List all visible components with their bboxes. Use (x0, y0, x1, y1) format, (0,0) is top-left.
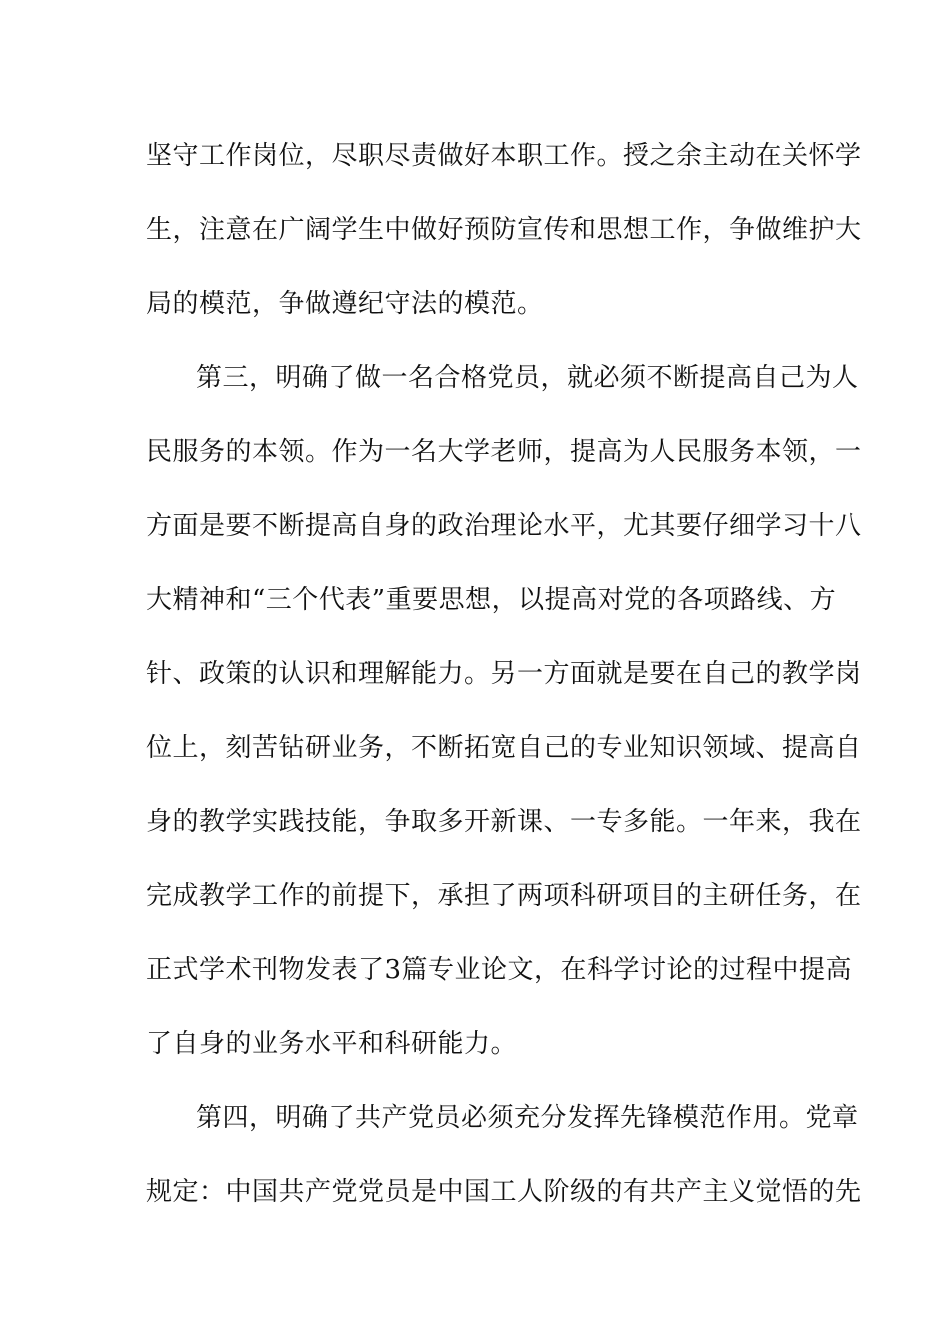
text-line: 正式学术刊物发表了3篇专业论文，在科学讨论的过程中提高 (146, 955, 853, 985)
text-line: 针、政策的认识和理解能力。另一方面就是要在自己的教学岗 (146, 659, 862, 689)
body-text (146, 128, 862, 1238)
text-line: 身的教学实践技能，争取多开新课、一专多能。一年来，我在 (146, 807, 862, 837)
text-line: 规定：中国共产党党员是中国工人阶级的有共产主义觉悟的先 (146, 1177, 862, 1207)
text-line: 完成教学工作的前提下，承担了两项科研项目的主研任务，在 (146, 881, 862, 911)
paragraph-start-line: 第四，明确了共产党员必须充分发挥先锋模范作用。党章 (196, 1103, 859, 1133)
paragraph-start-line: 第三，明确了做一名合格党员，就必须不断提高自己为人 (196, 363, 859, 393)
text-line: 位上，刻苦钻研业务，不断拓宽自己的专业知识领域、提高自 (146, 733, 862, 763)
text-line: 局的模范，争做遵纪守法的模范。 (146, 289, 544, 319)
text-line: 坚守工作岗位，尽职尽责做好本职工作。授之余主动在关怀学 (146, 141, 862, 171)
text-line: 了自身的业务水平和科研能力。 (146, 1029, 518, 1059)
text-line: 方面是要不断提高自身的政治理论水平，尤其要仔细学习十八 (146, 511, 862, 541)
text-line: 民服务的本领。作为一名大学老师，提高为人民服务本领，一 (146, 437, 862, 467)
text-line: 大精神和“三个代表”重要思想，以提高对党的各项路线、方 (146, 585, 837, 615)
text-line: 生，注意在广阔学生中做好预防宣传和思想工作，争做维护大 (146, 215, 862, 245)
